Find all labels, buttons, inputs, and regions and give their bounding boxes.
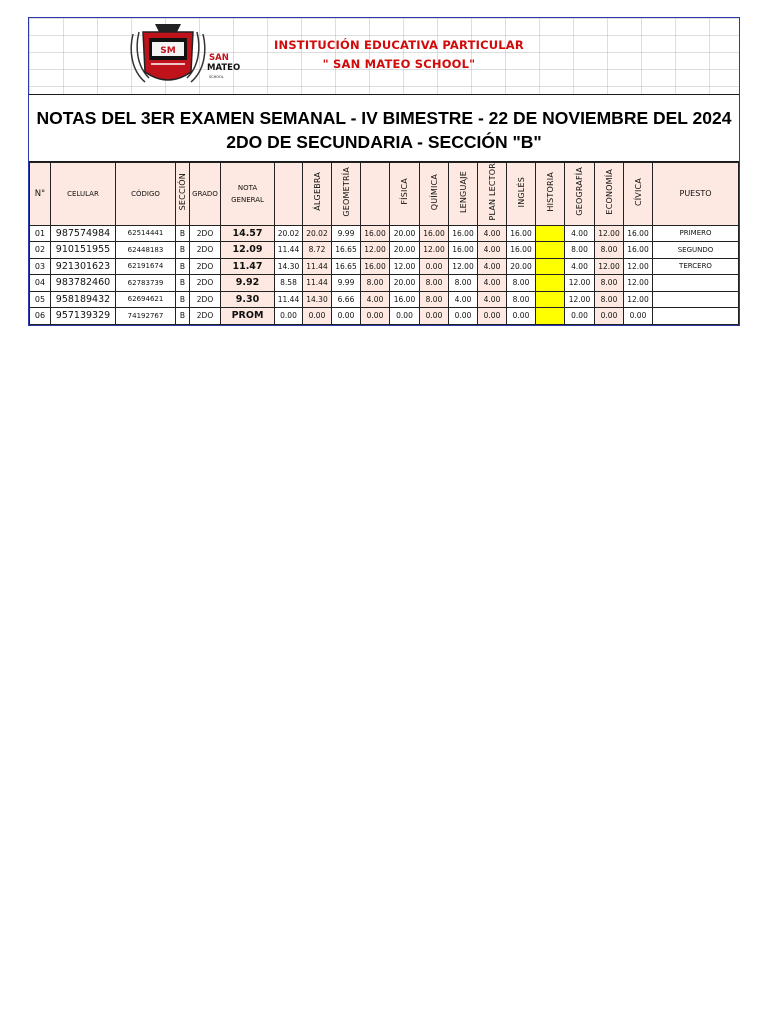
cell-economia: 12.00 xyxy=(595,225,624,242)
cell-lenguaje: 12.00 xyxy=(449,258,478,275)
cell-civica: 12.00 xyxy=(624,275,653,292)
cell-geografia: 4.00 xyxy=(565,258,595,275)
col-geometria xyxy=(332,163,361,226)
cell-algebra: 20.02 xyxy=(303,225,332,242)
cell-ingles: 0.00 xyxy=(507,308,536,325)
header-row xyxy=(30,163,739,226)
cell-civica: 0.00 xyxy=(624,308,653,325)
cell-seccion: B xyxy=(176,308,190,325)
cell-civica: 16.00 xyxy=(624,225,653,242)
cell-col1: 14.30 xyxy=(275,258,303,275)
cell-algebra: 11.44 xyxy=(303,275,332,292)
cell-fisica: 0.00 xyxy=(390,308,420,325)
col-algebra-label: ÁLGEBRA xyxy=(312,172,322,212)
cell-lenguaje: 16.00 xyxy=(449,225,478,242)
cell-geografia: 0.00 xyxy=(565,308,595,325)
cell-col2: 4.00 xyxy=(361,291,390,308)
cell-col2: 8.00 xyxy=(361,275,390,292)
cell-civica: 16.00 xyxy=(624,242,653,259)
cell-num: 06 xyxy=(30,308,51,325)
col-seccion xyxy=(176,163,190,226)
cell-geografia: 12.00 xyxy=(565,275,595,292)
logo-text-school: SCHOOL xyxy=(209,75,224,79)
cell-seccion: B xyxy=(176,225,190,242)
exam-subtitle: 2DO DE SECUNDARIA - SECCIÓN "B" xyxy=(226,132,542,152)
cell-civica: 12.00 xyxy=(624,258,653,275)
col-ingles xyxy=(507,163,536,226)
cell-col1: 11.44 xyxy=(275,242,303,259)
col-puesto: PUESTO xyxy=(653,163,739,226)
cell-celular: 987574984 xyxy=(51,225,116,242)
col-economia-label: ECONOMÍA xyxy=(604,168,614,215)
col-historia-label: HISTORIA xyxy=(545,171,555,212)
cell-puesto xyxy=(653,291,739,308)
col-economia xyxy=(595,163,624,226)
cell-plan-lector: 4.00 xyxy=(478,275,507,292)
cell-geografia: 8.00 xyxy=(565,242,595,259)
exam-title-block xyxy=(29,95,739,162)
cell-nota-general: 9.30 xyxy=(221,291,275,308)
cell-fisica: 16.00 xyxy=(390,291,420,308)
cell-quimica: 0.00 xyxy=(420,258,449,275)
col-historia xyxy=(536,163,565,226)
grades-body xyxy=(30,225,739,324)
cell-geometria: 9.99 xyxy=(332,225,361,242)
table-row xyxy=(30,242,739,259)
institution-name xyxy=(229,36,569,74)
col-grado: GRADO xyxy=(190,163,221,226)
cell-economia: 0.00 xyxy=(595,308,624,325)
exam-title: NOTAS DEL 3ER EXAMEN SEMANAL - IV BIMESTRE - 22 DE NOVIEMBRE DEL 2024 xyxy=(36,108,732,128)
col-civica xyxy=(624,163,653,226)
col-blank-2 xyxy=(361,163,390,226)
cell-col1: 11.44 xyxy=(275,291,303,308)
cell-seccion: B xyxy=(176,275,190,292)
col-fisica xyxy=(390,163,420,226)
cell-col1: 0.00 xyxy=(275,308,303,325)
cell-algebra: 11.44 xyxy=(303,258,332,275)
cell-col2: 12.00 xyxy=(361,242,390,259)
table-row xyxy=(30,275,739,292)
cell-algebra: 8.72 xyxy=(303,242,332,259)
grades-sheet xyxy=(28,17,740,326)
col-ingles-label: INGLÉS xyxy=(516,176,526,207)
cell-plan-lector: 4.00 xyxy=(478,242,507,259)
cell-num: 05 xyxy=(30,291,51,308)
cell-grado: 2DO xyxy=(190,291,221,308)
cell-col1: 8.58 xyxy=(275,275,303,292)
table-row xyxy=(30,258,739,275)
table-row xyxy=(30,308,739,325)
cell-historia xyxy=(536,291,565,308)
cell-geografia: 4.00 xyxy=(565,225,595,242)
col-geografia-label: GEOGRAFÍA xyxy=(575,167,584,217)
cell-quimica: 0.00 xyxy=(420,308,449,325)
cell-historia xyxy=(536,258,565,275)
cell-lenguaje: 4.00 xyxy=(449,291,478,308)
cell-fisica: 12.00 xyxy=(390,258,420,275)
cell-codigo: 62191674 xyxy=(116,258,176,275)
col-seccion-label: SECCIÓN xyxy=(178,173,187,211)
cell-plan-lector: 4.00 xyxy=(478,225,507,242)
cell-grado: 2DO xyxy=(190,275,221,292)
svg-text:SM: SM xyxy=(160,46,176,56)
col-blank-1 xyxy=(275,163,303,226)
cell-celular: 921301623 xyxy=(51,258,116,275)
cell-fisica: 20.00 xyxy=(390,225,420,242)
col-lenguaje-label: LENGUAJE xyxy=(458,170,468,213)
cell-celular: 983782460 xyxy=(51,275,116,292)
cell-codigo: 62783739 xyxy=(116,275,176,292)
cell-seccion: B xyxy=(176,291,190,308)
cell-codigo: 62694621 xyxy=(116,291,176,308)
institution-line2: " SAN MATEO SCHOOL" xyxy=(322,57,476,71)
cell-geometria: 16.65 xyxy=(332,242,361,259)
cell-economia: 8.00 xyxy=(595,275,624,292)
cell-puesto: SEGUNDO xyxy=(653,242,739,259)
cell-nota-general: 12.09 xyxy=(221,242,275,259)
col-quimica xyxy=(420,163,449,226)
cell-historia xyxy=(536,308,565,325)
col-geometria-label: GEOMETRÍA xyxy=(341,166,351,217)
cell-codigo: 74192767 xyxy=(116,308,176,325)
cell-geometria: 9.99 xyxy=(332,275,361,292)
cell-civica: 12.00 xyxy=(624,291,653,308)
col-nota-general xyxy=(221,163,275,226)
cell-plan-lector: 4.00 xyxy=(478,258,507,275)
cell-lenguaje: 8.00 xyxy=(449,275,478,292)
col-plan-lector-label: PLAN LECTOR xyxy=(487,163,497,221)
table-row xyxy=(30,225,739,242)
cell-grado: 2DO xyxy=(190,258,221,275)
cell-col1: 20.02 xyxy=(275,225,303,242)
cell-plan-lector: 0.00 xyxy=(478,308,507,325)
cell-num: 03 xyxy=(30,258,51,275)
cell-celular: 957139329 xyxy=(51,308,116,325)
table-row xyxy=(30,291,739,308)
cell-grado: 2DO xyxy=(190,242,221,259)
institution-line1: INSTITUCIÓN EDUCATIVA PARTICULAR xyxy=(274,38,524,52)
cell-nota-general: 14.57 xyxy=(221,225,275,242)
cell-num: 02 xyxy=(30,242,51,259)
cell-seccion: B xyxy=(176,258,190,275)
cell-economia: 12.00 xyxy=(595,258,624,275)
cell-quimica: 8.00 xyxy=(420,291,449,308)
cell-nota-general: PROM xyxy=(221,308,275,325)
col-fisica-label: FÍSICA xyxy=(400,178,409,206)
cell-ingles: 20.00 xyxy=(507,258,536,275)
cell-num: 01 xyxy=(30,225,51,242)
cell-puesto xyxy=(653,275,739,292)
cell-historia xyxy=(536,275,565,292)
cell-quimica: 8.00 xyxy=(420,275,449,292)
cell-historia xyxy=(536,242,565,259)
col-nota-label: NOTA xyxy=(237,183,258,192)
col-algebra xyxy=(303,163,332,226)
cell-puesto xyxy=(653,308,739,325)
cell-nota-general: 9.92 xyxy=(221,275,275,292)
cell-fisica: 20.00 xyxy=(390,275,420,292)
school-header xyxy=(29,18,739,95)
cell-geometria: 16.65 xyxy=(332,258,361,275)
col-lenguaje xyxy=(449,163,478,226)
logo-text-mateo: MATEO xyxy=(207,63,241,73)
cell-seccion: B xyxy=(176,242,190,259)
cell-grado: 2DO xyxy=(190,308,221,325)
cell-geometria: 0.00 xyxy=(332,308,361,325)
col-general-label: GENERAL xyxy=(231,195,264,204)
cell-plan-lector: 4.00 xyxy=(478,291,507,308)
cell-num: 04 xyxy=(30,275,51,292)
cell-historia xyxy=(536,225,565,242)
cell-fisica: 20.00 xyxy=(390,242,420,259)
cell-economia: 8.00 xyxy=(595,242,624,259)
col-geografia xyxy=(565,163,595,226)
cell-lenguaje: 0.00 xyxy=(449,308,478,325)
cell-geometria: 6.66 xyxy=(332,291,361,308)
cell-col2: 0.00 xyxy=(361,308,390,325)
cell-geografia: 12.00 xyxy=(565,291,595,308)
cell-algebra: 0.00 xyxy=(303,308,332,325)
cell-quimica: 16.00 xyxy=(420,225,449,242)
cell-algebra: 14.30 xyxy=(303,291,332,308)
cell-ingles: 8.00 xyxy=(507,275,536,292)
cell-codigo: 62448183 xyxy=(116,242,176,259)
cell-puesto: TERCERO xyxy=(653,258,739,275)
cell-ingles: 8.00 xyxy=(507,291,536,308)
cell-economia: 8.00 xyxy=(595,291,624,308)
cell-col2: 16.00 xyxy=(361,225,390,242)
col-codigo: CÓDIGO xyxy=(116,163,176,226)
cell-puesto: PRIMERO xyxy=(653,225,739,242)
cell-codigo: 62514441 xyxy=(116,225,176,242)
col-celular: CELULAR xyxy=(51,163,116,226)
cell-celular: 958189432 xyxy=(51,291,116,308)
col-num: N° xyxy=(30,163,51,226)
col-civica-label: CÍVICA xyxy=(633,177,643,206)
cell-celular: 910151955 xyxy=(51,242,116,259)
cell-col2: 16.00 xyxy=(361,258,390,275)
cell-ingles: 16.00 xyxy=(507,242,536,259)
logo-text-san: SAN xyxy=(209,53,229,63)
col-quimica-label: QUÍMICA xyxy=(429,173,439,210)
school-logo xyxy=(125,22,241,90)
grades-table xyxy=(29,162,739,325)
cell-quimica: 12.00 xyxy=(420,242,449,259)
cell-lenguaje: 16.00 xyxy=(449,242,478,259)
cell-grado: 2DO xyxy=(190,225,221,242)
cell-ingles: 16.00 xyxy=(507,225,536,242)
cell-nota-general: 11.47 xyxy=(221,258,275,275)
col-plan-lector xyxy=(478,163,507,226)
